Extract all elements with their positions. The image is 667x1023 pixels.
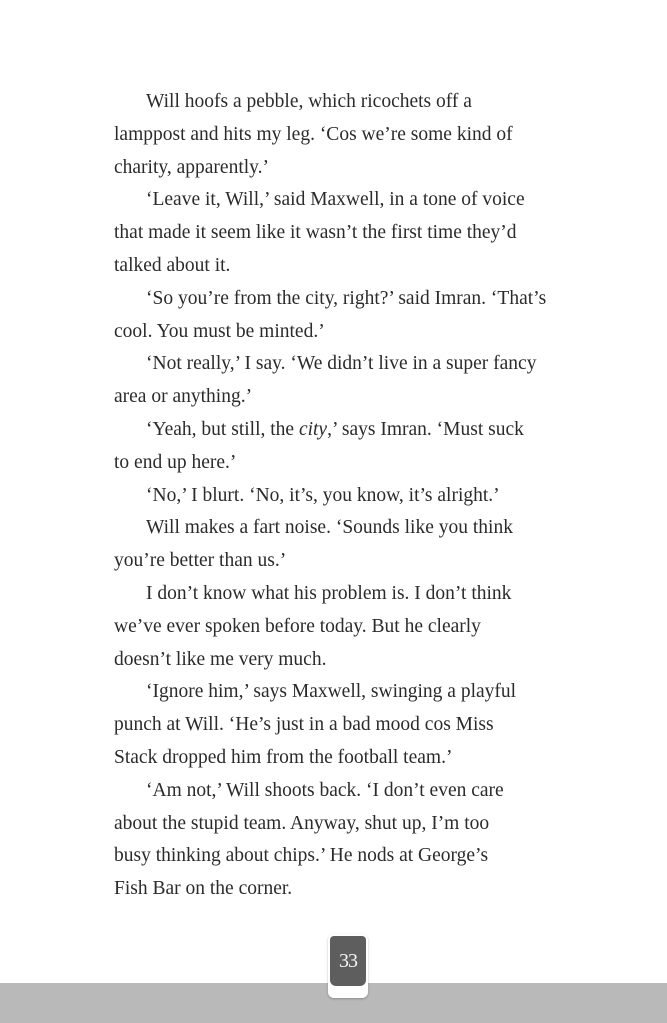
- paragraph: [114, 676, 589, 774]
- paragraph: [114, 775, 589, 906]
- text-line: area or anything.’: [114, 386, 253, 408]
- text-line: doesn’t like me very much.: [114, 648, 327, 670]
- text-line: that made it seem like it wasn’t the first time they’d: [114, 222, 517, 244]
- text-line: charity, apparently.’: [114, 156, 270, 178]
- page-number-badge: [330, 936, 366, 986]
- italic-emphasis: city: [298, 418, 328, 440]
- paragraph: [114, 86, 589, 184]
- paragraph: [114, 578, 589, 676]
- paragraph: [114, 480, 589, 513]
- text-line: we’ve ever spoken before today. But he clearly: [114, 615, 481, 637]
- page-number: 33: [339, 950, 357, 972]
- text-line: lamppost and hits my leg. ‘Cos we’re some kind of: [114, 123, 513, 145]
- text-line: ‘Leave it, Will,’ said Maxwell, in a tone of voice: [146, 189, 525, 211]
- text-line: I don’t know what his problem is. I don’t think: [146, 582, 512, 604]
- text-line: about the stupid team. Anyway, shut up, I’m too: [114, 812, 490, 834]
- text-line: ‘Ignore him,’ says Maxwell, swinging a playful: [146, 681, 517, 703]
- text-run: ‘Yeah, but still, the: [146, 418, 299, 440]
- paragraph: [114, 512, 589, 578]
- paragraph: [114, 283, 589, 349]
- paragraph: [114, 348, 589, 414]
- page-number-tab: [328, 934, 368, 998]
- text-line: punch at Will. ‘He’s just in a bad mood cos Miss: [114, 714, 494, 736]
- text-line: busy thinking about chips.’ He nods at George’s: [114, 845, 489, 867]
- text-line: Fish Bar on the corner.: [114, 878, 293, 900]
- paragraph: [114, 414, 589, 480]
- text-line: ‘Am not,’ Will shoots back. ‘I don’t even care: [146, 779, 504, 801]
- text-line: cool. You must be minted.’: [114, 320, 325, 342]
- text-line: Will hoofs a pebble, which ricochets off a: [146, 91, 472, 112]
- text-line: [114, 414, 589, 447]
- text-line: Will makes a fart noise. ‘Sounds like you think: [146, 517, 513, 539]
- text-line: you’re better than us.’: [114, 550, 287, 572]
- book-page-text: [114, 86, 589, 906]
- text-line: Stack dropped him from the football team.’: [114, 746, 453, 768]
- text-line: ‘No,’ I blurt. ‘No, it’s, you know, it’s alright.’: [146, 484, 500, 506]
- text-line: talked about it.: [114, 254, 231, 276]
- paragraph: [114, 184, 589, 282]
- text-run: ,’ says Imran. ‘Must suck: [327, 418, 524, 440]
- text-line: to end up here.’: [114, 451, 237, 473]
- text-line: ‘Not really,’ I say. ‘We didn’t live in a super fancy: [146, 353, 537, 375]
- text-line: ‘So you’re from the city, right?’ said Imran. ‘That’s: [146, 287, 547, 309]
